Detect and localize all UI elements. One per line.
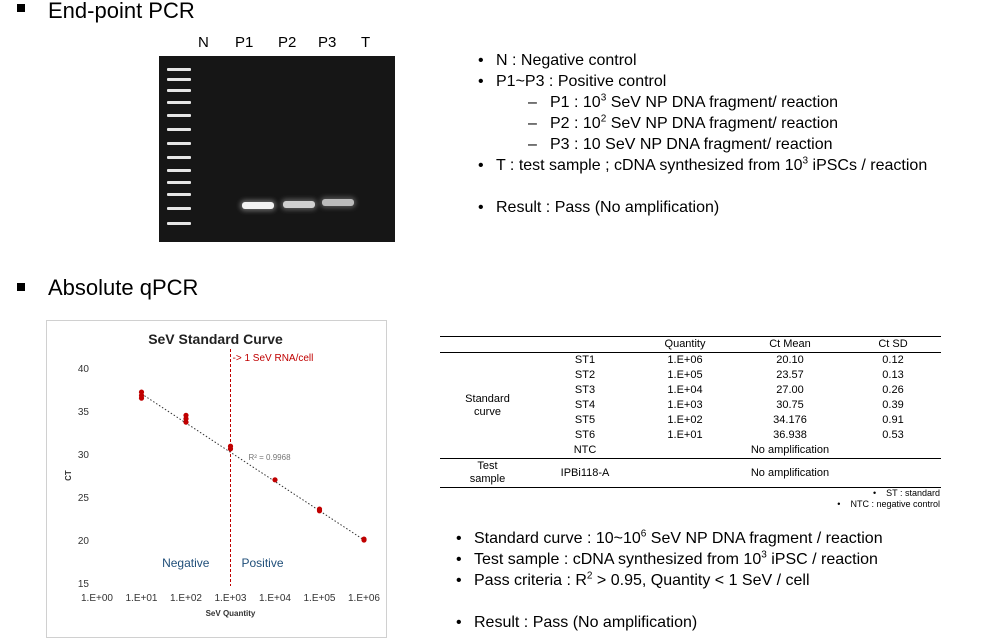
- table-header: [535, 337, 635, 353]
- ladder-band: [167, 128, 191, 131]
- x-tick-label: 1.E+05: [303, 593, 336, 604]
- table-cell: No amplification: [750, 466, 830, 479]
- endpoint-notes: [478, 50, 978, 230]
- table-cell: [845, 459, 941, 488]
- table-header: Quantity: [664, 338, 706, 350]
- table-cell: ST1: [574, 354, 596, 366]
- qpcr-notes: [456, 528, 976, 633]
- table-cell: 36.938: [773, 429, 807, 441]
- table-cell: ST5: [574, 414, 596, 426]
- note-p2: – P2 : $10^2$ SeV NP DNA fragment/ reaction: [528, 113, 839, 132]
- lane-label-n: N: [198, 34, 209, 51]
- x-tick-label: 1.E+01: [125, 593, 158, 604]
- y-tick-label: 25: [77, 493, 89, 504]
- ladder-band: [167, 114, 191, 117]
- table-cell: IPBi118-A: [560, 466, 610, 479]
- table-cell: 1.E+06: [667, 354, 703, 366]
- table-cell: 0.39: [882, 399, 904, 411]
- group-test-sample: Test sample: [469, 460, 506, 485]
- lane-label-p2: P2: [278, 34, 297, 51]
- chart-title: SeV Standard Curve: [148, 331, 283, 347]
- table-cell: 1.E+04: [667, 384, 703, 396]
- legend-ntc: • NTC : negative control: [837, 499, 940, 509]
- table-cell: 1.E+05: [667, 369, 703, 381]
- note-p1: – P1 : $10^3$ SeV NP DNA fragment/ reaction: [528, 92, 839, 111]
- table-cell: ST6: [574, 429, 596, 441]
- table-row: [440, 353, 941, 369]
- y-tick-label: 40: [77, 364, 89, 375]
- y-tick-label: 30: [77, 450, 89, 461]
- table-cell: ST4: [574, 399, 596, 411]
- ladder-band: [167, 169, 191, 172]
- table-cell: ST3: [574, 384, 596, 396]
- x-tick-label: 1.E+04: [259, 593, 291, 604]
- ladder-band: [167, 193, 191, 196]
- table-cell: 1.E+02: [667, 414, 703, 426]
- data-point: [139, 396, 144, 401]
- table-cell: 0.91: [882, 414, 904, 426]
- note-negative-control: • N : Negative control: [478, 52, 637, 69]
- section-bullet: [17, 283, 25, 291]
- table-cell: [845, 443, 941, 459]
- x-tick-label: 1.E+06: [348, 593, 380, 604]
- lane-label-p1: P1: [235, 34, 254, 51]
- table-cell: 0.12: [882, 354, 904, 366]
- x-axis-label: SeV Quantity: [205, 609, 256, 618]
- table-cell: 0.53: [882, 429, 904, 441]
- chart-svg: [47, 321, 386, 637]
- table-cell: 1.E+01: [667, 429, 703, 441]
- section-title-absolute-qpcr: Absolute qPCR: [48, 275, 199, 300]
- table-cell: 0.26: [882, 384, 904, 396]
- table-header-row: [440, 337, 941, 353]
- table-row-test-sample: [440, 459, 941, 488]
- y-tick-label: 15: [77, 579, 89, 590]
- region-label-positive: Positive: [241, 556, 284, 570]
- note-result: • Result : Pass (No amplification): [456, 614, 698, 631]
- note-test-sample: • T : test sample ; cDNA synthesized from $10^3$ iPSCs / reaction: [478, 155, 928, 174]
- ladder-band: [167, 89, 191, 92]
- table-header: Ct SD: [878, 338, 908, 350]
- table-cell: 27.00: [776, 384, 804, 396]
- standard-curve-chart: [46, 320, 387, 638]
- band-p3: [322, 199, 354, 206]
- trendline: [142, 394, 365, 540]
- note-pass-criteria: • Pass criteria : $R^2 > 0.95$, Quantity < 1 SeV / cell: [456, 570, 810, 589]
- y-tick-label: 35: [77, 407, 89, 418]
- table-cell: No amplification: [750, 444, 830, 456]
- note-p3: – P3 : 10 SeV NP DNA fragment/ reaction: [528, 136, 833, 153]
- table-cell: 1.E+03: [667, 399, 703, 411]
- note-positive-control: • P1~P3 : Positive control: [478, 73, 667, 90]
- table-header: [440, 337, 535, 353]
- table-cell: [635, 443, 735, 459]
- x-tick-label: 1.E+02: [170, 593, 202, 604]
- band-p2: [283, 201, 315, 208]
- data-point: [228, 446, 233, 451]
- table-header: Ct Mean: [769, 338, 811, 350]
- legend-st: • ST : standard: [872, 488, 940, 498]
- cutoff-label: -> 1 SeV RNA/cell: [232, 353, 314, 364]
- x-tick-label: 1.E+03: [214, 593, 247, 604]
- data-point: [183, 420, 188, 425]
- data-point: [272, 477, 277, 482]
- results-table: [440, 336, 941, 488]
- table-cell: 23.57: [776, 369, 804, 381]
- table-cell: [635, 459, 735, 488]
- lane-label-p3: P3: [318, 34, 337, 51]
- data-point: [361, 537, 366, 542]
- table-cell: 20.10: [776, 354, 804, 366]
- y-tick-label: 20: [77, 536, 89, 547]
- note-test-sample: • Test sample : cDNA synthesized from $10^3$ iPSC / reaction: [456, 549, 878, 568]
- ladder-band: [167, 207, 191, 210]
- note-standard-curve: • Standard curve : $10\sim 10^6$ SeV NP DNA fragment / reaction: [456, 528, 883, 547]
- group-standard-curve: Standard curve: [465, 392, 510, 418]
- table-cell: 30.75: [776, 399, 804, 411]
- ladder-band: [167, 101, 191, 104]
- x-tick-label: 1.E+00: [81, 593, 113, 604]
- ladder-band: [167, 68, 191, 71]
- region-label-negative: Negative: [162, 556, 210, 570]
- ladder-band: [167, 156, 191, 159]
- results-table-wrap: [440, 336, 941, 488]
- ladder-band: [167, 78, 191, 81]
- data-point: [317, 508, 322, 513]
- ladder-band: [167, 142, 191, 145]
- lane-label-t: T: [361, 34, 371, 51]
- table-cell: 0.13: [882, 369, 904, 381]
- table-cell: NTC: [573, 444, 597, 456]
- section-bullet: [17, 4, 25, 12]
- ladder-band: [167, 222, 191, 225]
- section-title-endpoint-pcr: End-point PCR: [48, 0, 195, 23]
- table-legend: [760, 488, 940, 510]
- note-result: • Result : Pass (No amplification): [478, 199, 720, 216]
- gel-image: [159, 56, 395, 242]
- band-p1: [242, 202, 274, 209]
- y-axis-label: CT: [64, 470, 73, 481]
- r-squared-label: R² = 0.9968: [248, 453, 291, 463]
- table-cell: 34.176: [773, 414, 807, 426]
- table-cell: ST2: [574, 369, 596, 381]
- ladder-band: [167, 181, 191, 184]
